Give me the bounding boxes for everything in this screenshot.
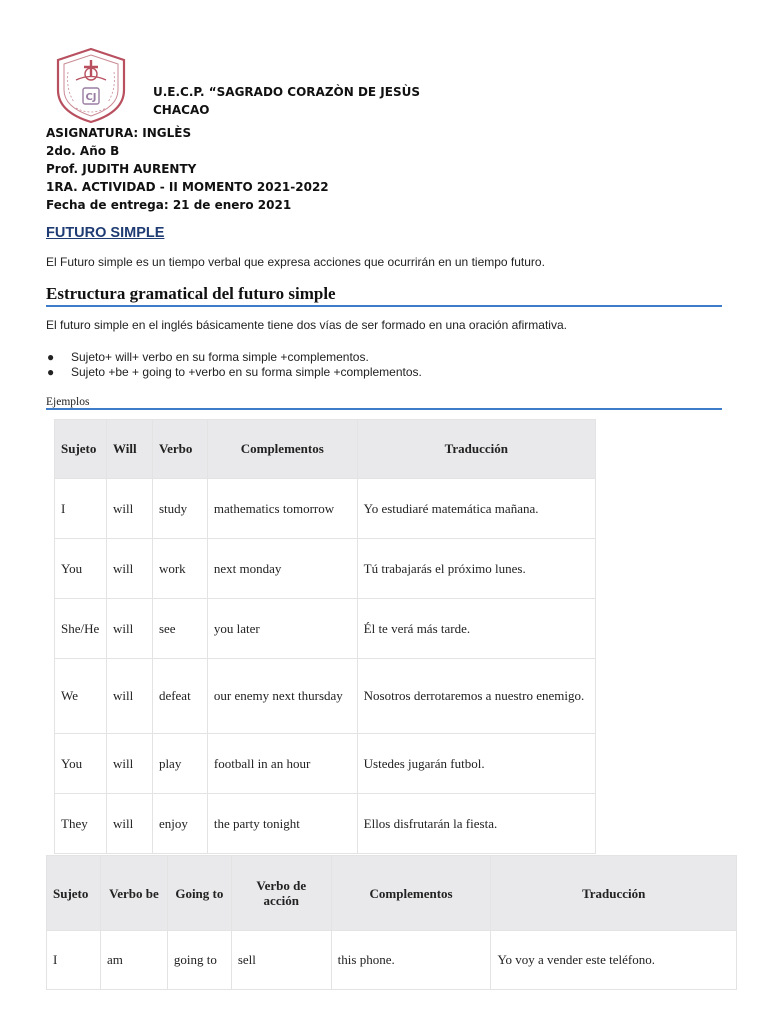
column-header: Will xyxy=(106,420,152,479)
table-cell: study xyxy=(152,479,207,539)
table-header-row xyxy=(47,856,737,931)
table-cell: sell xyxy=(231,931,331,990)
table-cell: our enemy next thursday xyxy=(207,659,357,734)
table-cell: Yo voy a vender este teléfono. xyxy=(491,931,737,990)
going-to-examples-table xyxy=(46,855,737,990)
table-cell: Tú trabajarás el próximo lunes. xyxy=(357,539,595,599)
table-row xyxy=(55,479,596,539)
table-cell: will xyxy=(106,479,152,539)
bullet-icon: ● xyxy=(47,350,55,364)
table-row xyxy=(55,599,596,659)
table-cell: see xyxy=(152,599,207,659)
table-cell: will xyxy=(106,734,152,794)
examples-heading: Ejemplos xyxy=(46,396,722,410)
grade-line: 2do. Año B xyxy=(46,144,120,158)
table-cell: this phone. xyxy=(331,931,491,990)
table-cell: You xyxy=(55,539,107,599)
table-header-row xyxy=(55,420,596,479)
section-title-futuro-simple: FUTURO SIMPLE xyxy=(46,225,165,241)
teacher-line: Prof. JUDITH AURENTY xyxy=(46,162,197,176)
table-cell: going to xyxy=(167,931,231,990)
table-cell: will xyxy=(106,659,152,734)
table-cell: We xyxy=(55,659,107,734)
school-header xyxy=(153,83,420,119)
table-cell: Ellos disfrutarán la fiesta. xyxy=(357,794,595,854)
table-cell: football in an hour xyxy=(207,734,357,794)
table-cell: play xyxy=(152,734,207,794)
document-meta xyxy=(46,124,329,214)
list-item xyxy=(46,350,422,365)
will-examples-table xyxy=(54,419,596,854)
table-cell: You xyxy=(55,734,107,794)
column-header: Verbo de acción xyxy=(231,856,331,931)
estructura-text: El futuro simple en el inglés básicamente tiene dos vías de ser formado en una oración afirmativa. xyxy=(46,318,567,332)
table-cell: Yo estudiaré matemática mañana. xyxy=(357,479,595,539)
table-cell: She/He xyxy=(55,599,107,659)
svg-text:CJ: CJ xyxy=(85,92,97,103)
table-cell: will xyxy=(106,794,152,854)
table-cell: enjoy xyxy=(152,794,207,854)
column-header: Going to xyxy=(167,856,231,931)
table-cell: mathematics tomorrow xyxy=(207,479,357,539)
table-cell: next monday xyxy=(207,539,357,599)
table-cell: I xyxy=(47,931,101,990)
table-row xyxy=(55,659,596,734)
column-header: Traducción xyxy=(357,420,595,479)
section-title-estructura: Estructura gramatical del futuro simple xyxy=(46,284,722,307)
school-location: CHACAO xyxy=(153,103,210,117)
table-cell: will xyxy=(106,599,152,659)
column-header: Verbo xyxy=(152,420,207,479)
bullet-icon: ● xyxy=(47,365,55,379)
table-cell: They xyxy=(55,794,107,854)
subject-line: ASIGNATURA: INGLÈS xyxy=(46,126,192,140)
table-cell: am xyxy=(100,931,167,990)
table-row xyxy=(55,734,596,794)
section-intro-text: El Futuro simple es un tiempo verbal que expresa acciones que ocurrirán en un tiempo futuro. xyxy=(46,255,545,269)
column-header: Traducción xyxy=(491,856,737,931)
table-cell: defeat xyxy=(152,659,207,734)
table-cell: I xyxy=(55,479,107,539)
table-cell: Ustedes jugarán futbol. xyxy=(357,734,595,794)
activity-line: 1RA. ACTIVIDAD - II MOMENTO 2021-2022 xyxy=(46,180,329,194)
school-logo xyxy=(52,46,130,124)
column-header: Sujeto xyxy=(55,420,107,479)
table-row xyxy=(55,794,596,854)
table-cell: you later xyxy=(207,599,357,659)
structure-bullet-list xyxy=(46,350,422,380)
column-header: Complementos xyxy=(207,420,357,479)
table-cell: work xyxy=(152,539,207,599)
table-cell: Él te verá más tarde. xyxy=(357,599,595,659)
table-cell: the party tonight xyxy=(207,794,357,854)
table-row xyxy=(47,931,737,990)
due-date-line: Fecha de entrega: 21 de enero 2021 xyxy=(46,198,292,212)
list-item xyxy=(46,365,422,380)
bullet-text: Sujeto +be + going to +verbo en su forma simple +complementos. xyxy=(71,365,422,379)
column-header: Verbo be xyxy=(100,856,167,931)
bullet-text: Sujeto+ will+ verbo en su forma simple +complementos. xyxy=(71,350,369,364)
school-name: U.E.C.P. “SAGRADO CORAZÒN DE JESÙS xyxy=(153,85,420,99)
table-cell: Nosotros derrotaremos a nuestro enemigo. xyxy=(357,659,595,734)
column-header: Sujeto xyxy=(47,856,101,931)
column-header: Complementos xyxy=(331,856,491,931)
table-cell: will xyxy=(106,539,152,599)
table-row xyxy=(55,539,596,599)
